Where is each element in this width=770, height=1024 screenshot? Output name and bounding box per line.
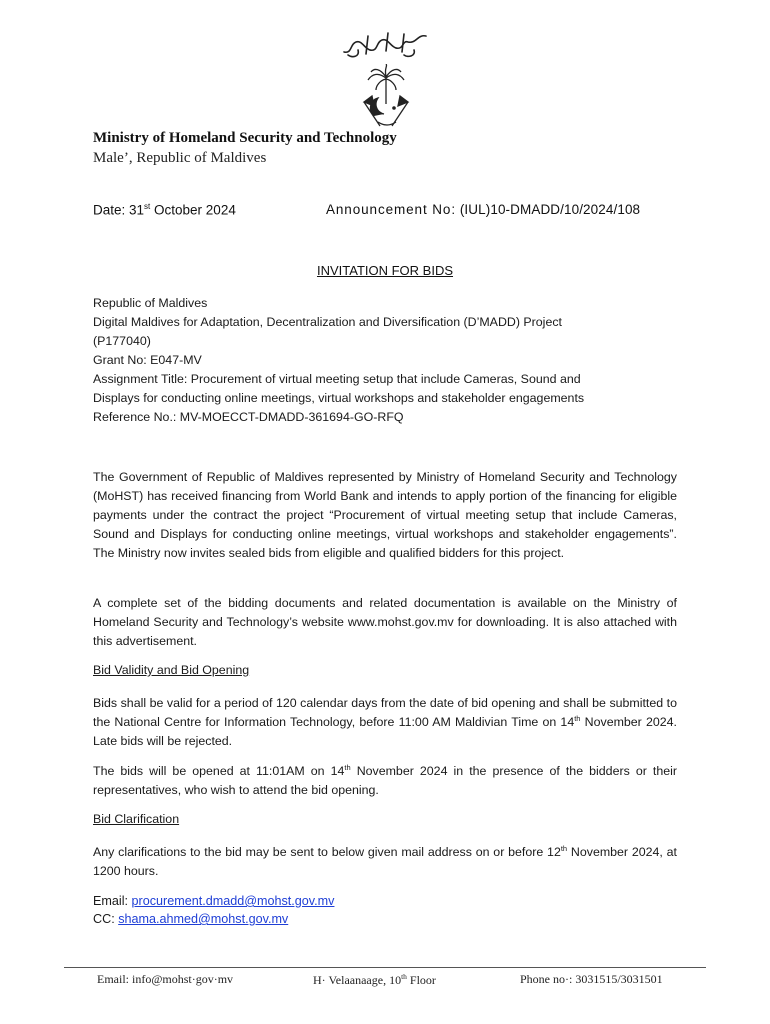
detail-line: Digital Maldives for Adaptation, Decentralization and Diversification (D’MADD) Project [93, 315, 562, 329]
footer-divider [64, 967, 706, 968]
document-title: INVITATION FOR BIDS [316, 263, 454, 278]
bid-validity-paragraph: Bids shall be valid for a period of 120 calendar days from the date of bid opening and shall be submitted to the National Centre for Information Technology, before 11:00 AM Maldivian Time on 14th November 2024. Late bids will be rejected. [93, 696, 677, 748]
contact-email-line: Email: procurement.dmadd@mohst.gov.mv [93, 894, 335, 908]
section-heading-bid-clarification: Bid Clarification [93, 812, 180, 826]
detail-line: Republic of Maldives [93, 296, 208, 310]
footer-phone: Phone no·: 3031515/3031501 [520, 972, 663, 986]
letter-date: Date: 31st October 2024 [93, 202, 236, 218]
documents-paragraph: A complete set of the bidding documents and related documentation is available on the Ministry of Homeland Security and Technology’s website www.mohst.gov.mv for downloading. It is also attached with this advertisement. [93, 596, 677, 648]
procurement-email-link[interactable]: procurement.dmadd@mohst.gov.mv [131, 894, 335, 908]
section-heading-bid-validity: Bid Validity and Bid Opening [93, 663, 250, 677]
footer-address: H· Velaanaage, 10th Floor [313, 972, 436, 987]
footer-email: Email: info@mohst·gov·mv [97, 972, 234, 986]
detail-line: Displays for conducting online meetings, virtual workshops and stakeholder engagements [93, 391, 585, 405]
detail-line: (P177040) [93, 334, 151, 348]
bid-opening-paragraph: The bids will be opened at 11:01AM on 14th November 2024 in the presence of the bidders or their representatives, who wish to attend the bid opening. [93, 762, 677, 797]
ministry-name: Ministry of Homeland Security and Technology [93, 130, 397, 146]
detail-line: Reference No.: MV-MOECCT-DMADD-361694-GO-RFQ [93, 410, 404, 424]
ministry-location: Male’, Republic of Maldives [93, 150, 267, 166]
clarification-paragraph: Any clarifications to the bid may be sent to below given mail address on or before 12th November 2024, at 1200 hours. [93, 843, 677, 878]
bismillah-calligraphy-icon [338, 30, 430, 60]
project-details [93, 294, 683, 427]
intro-paragraph: The Government of Republic of Maldives represented by Ministry of Homeland Security and Technology (MoHST) has received financing from World Bank and intends to apply portion of the financing for eligible payments under the contract the project “Procurement of virtual meeting setup that include Cameras, Sound and Displays for conducting online meetings, virtual workshops and stakeholder engagements”. The Ministry now invites sealed bids from eligible and qualified bidders for this project. [93, 470, 677, 560]
contact-cc-line: CC: shama.ahmed@mohst.gov.mv [93, 912, 289, 926]
announcement-number: Announcement No: (IUL)10-DMADD/10/2024/108 [326, 202, 641, 217]
detail-line: Assignment Title: Procurement of virtual meeting setup that include Cameras, Sound and [93, 372, 581, 386]
maldives-emblem-icon [358, 64, 414, 128]
detail-line: Grant No: E047-MV [93, 353, 202, 367]
cc-email-link[interactable]: shama.ahmed@mohst.gov.mv [118, 912, 289, 926]
